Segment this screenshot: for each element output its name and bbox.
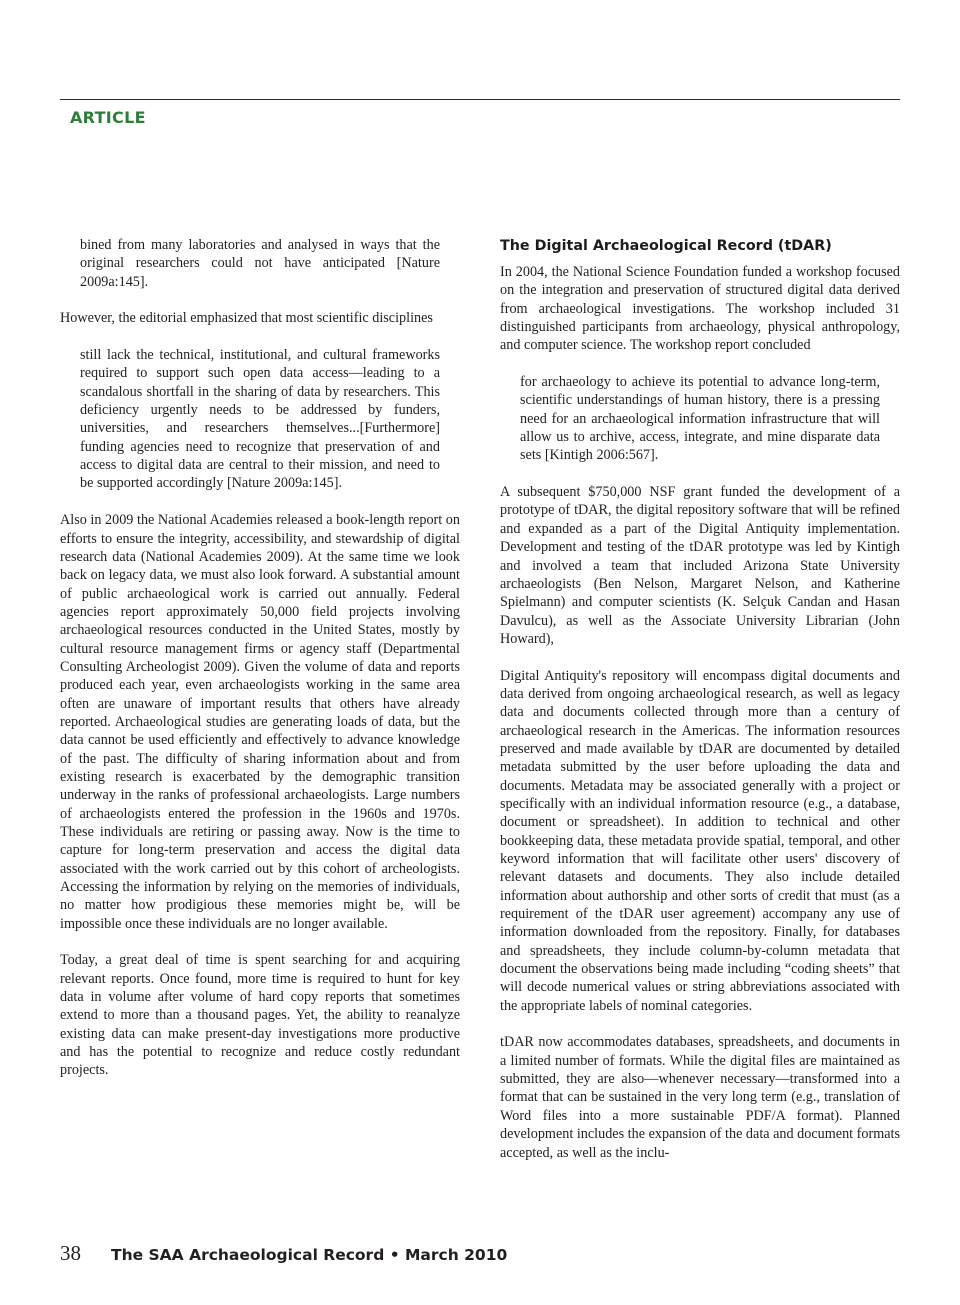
block-quote: bined from many laboratories and analysed in ways that the original researchers could not have anticipated [Nature 2009a:145]. — [80, 237, 440, 290]
paragraph: Digital Antiquity's repository will encompass digital documents and data derived from ongoing archaeological research, as well as legacy data and documents collected through more than a century of archaeological research in the Americas. The information resources preserved and made available by tDAR are documented by detailed metadata submitted by the user before uploading the data and documents. Metadata may be associated generally with a project or specifically with an individual information resource (e.g., a database, document or spreadsheet). In addition to technical and other bookkeeping data, these metadata provide spatial, temporal, and other keyword information that will facilitate other users' discovery of relevant datasets and documents. They also include detailed information about authorship and other sorts of credit that must (as a requirement of the tDAR user agreement) accompany any use of information downloaded from the repository. Finally, for databases and spreadsheets, they include column-by-column metadata that document the observations being made including “coding sheets” that will decode numerical values or string abbreviations associated with the appropriate labels of nominal categories. — [500, 667, 900, 1014]
header-rule — [60, 99, 900, 100]
left-column — [60, 236, 460, 1080]
paragraph: However, the editorial emphasized that most scientific disciplines — [60, 310, 433, 327]
paragraph: tDAR now accommodates databases, spreadsheets, and documents in a limited number of formats. While the digital files are maintained as submitted, they are also—whenever necessary—transformed into a format that can be sustained in the very long term (e.g., translation of Word files into a more sustainable PDF/A format). Planned development includes the expansion of the data and document formats accepted, as well as the inclu- — [500, 1034, 900, 1161]
paragraph: In 2004, the National Science Foundation funded a workshop focused on the integration and preservation of structured digital data derived from archaeological investigations. The workshop included 31 distinguished participants from archaeology, physical anthropology, and computer science. The workshop report concluded — [500, 264, 900, 354]
paragraph: Today, a great deal of time is spent searching for and acquiring relevant reports. Once found, more time is required to hunt for key data in volume after volume of hard copy reports that sometimes extend to more than a thousand pages. Yet, the ability to reanalyze existing data can make present-day investigations more productive and has the potential to recognize and reduce costly redundant projects. — [60, 952, 460, 1079]
page-footer — [60, 1241, 507, 1266]
paragraph: A subsequent $750,000 NSF grant funded the development of a prototype of tDAR, the digital repository software that will be refined and expanded as a part of the Digital Antiquity implementation. Development and testing of the tDAR prototype was led by Kintigh and involved a team that included Arizona State University archaeologists (Ben Nelson, Margaret Nelson, and Katherine Spielmann) and computer scientists (K. Selçuk Candan and Hasan Davulcu), as well as the Associate University Librarian (John Howard), — [500, 484, 900, 647]
section-heading: The Digital Archaeological Record (tDAR) — [500, 238, 832, 254]
journal-title: The SAA Archaeological Record • March 2010 — [111, 1246, 508, 1264]
right-column — [500, 236, 900, 1162]
block-quote: for archaeology to achieve its potential to advance long-term, scientific understandings of human history, there is a pressing need for an archaeological information infrastructure that will allow us to archive, access, integrate, and mine disparate data sets [Kintigh 2006:567]. — [520, 374, 880, 464]
paragraph: Also in 2009 the National Academies released a book-length report on efforts to ensure the integrity, accessibility, and stewardship of digital research data (National Academies 2009). At the same time we look back on legacy data, we must also look forward. A substantial amount of public archaeological work is carried out annually. Federal agencies report approximately 50,000 field projects involving archaeological resources conducted in the United States, mostly by cultural resource management firms or agency staff (Departmental Consulting Archeologist 2009). Given the volume of data and reports produced each year, even archaeologists working in the same area often are unaware of important results that others have already reported. Archaeological studies are generating loads of data, but the data cannot be used efficiently and effectively to advance knowledge of the past. The difficulty of sharing information about and from existing research is exacerbated by the demographic transition underway in the ranks of professional archaeologists. Large numbers of archaeologists entered the profession in the 1960s and 1970s. These individuals are retiring or passing away. Now is the time to capture for long-term preservation and access the digital data associated with the work carried out by this cohort of archeologists. Accessing the information by relying on the memories of individuals, no matter how prodigious these memories might be, will be impossible once these individuals are no longer available. — [60, 512, 460, 932]
block-quote: still lack the technical, institutional, and cultural frameworks required to support such open data access—leading to a scandalous shortfall in the sharing of data by researchers. This deficiency urgently needs to be addressed by funders, universities, and researchers themselves...[Furthermore] funding agencies need to recognize that preservation of and access to digital data are central to their mission, and need to be supported accordingly [Nature 2009a:145]. — [80, 347, 440, 492]
page-number: 38 — [60, 1241, 81, 1265]
section-label: ARTICLE — [70, 108, 146, 127]
